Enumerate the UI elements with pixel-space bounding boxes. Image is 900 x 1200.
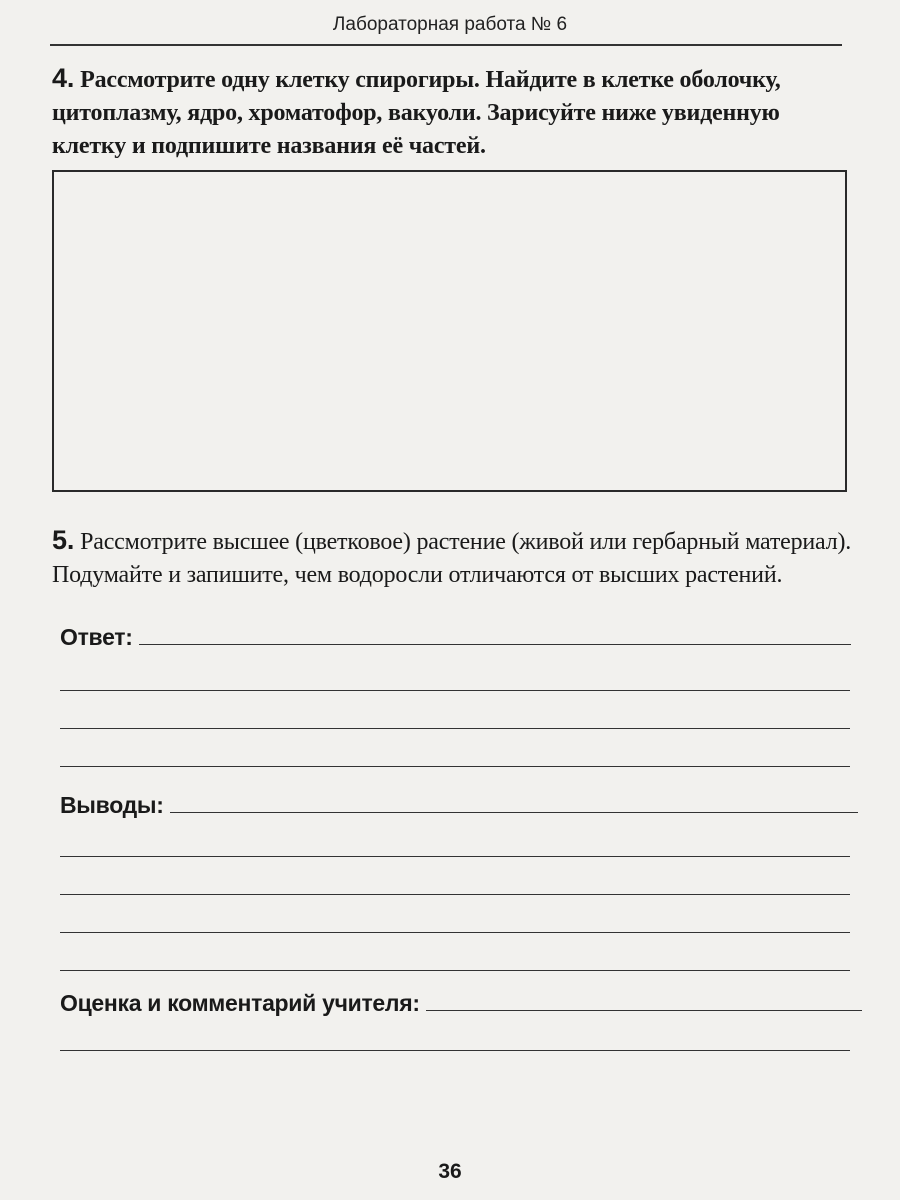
answer-line[interactable] (60, 728, 850, 729)
conclusions-label: Выводы: (60, 792, 164, 818)
drawing-area[interactable] (52, 170, 847, 492)
answer-line[interactable] (139, 643, 851, 645)
teacher-comment-field[interactable] (60, 990, 862, 1017)
page-header-title: Лабораторная работа № 6 (332, 14, 568, 35)
teacher-comment-label: Оценка и комментарий учителя: (60, 990, 420, 1016)
conclusions-line[interactable] (170, 811, 858, 813)
answer-line[interactable] (60, 766, 850, 767)
page-number: 36 (438, 1160, 462, 1183)
conclusions-line[interactable] (60, 932, 850, 933)
task-5-number: 5. (52, 525, 75, 555)
teacher-comment-line[interactable] (426, 1009, 862, 1011)
conclusions-line[interactable] (60, 894, 850, 895)
task-5 (52, 524, 852, 592)
task-4 (52, 62, 852, 163)
task-4-text: Рассмотрите одну клетку спирогиры. Найдите в клетке оболочку, цитоплазму, ядро, хроматофор, вакуоли. Зарисуйте ниже увиденную клетку и подпишите названия её частей. (52, 67, 781, 159)
conclusions-line[interactable] (60, 970, 850, 971)
conclusions-field[interactable] (60, 792, 858, 819)
teacher-comment-line[interactable] (60, 1050, 850, 1051)
header-divider (50, 44, 842, 46)
answer-line[interactable] (60, 690, 850, 691)
task-5-text: Рассмотрите высшее (цветковое) растение (живой или гербарный материал). Подумайте и запишите, чем водоросли отличаются от высших растений. (52, 529, 852, 588)
answer-label: Ответ: (60, 624, 133, 650)
answer-field[interactable] (60, 624, 851, 651)
conclusions-line[interactable] (60, 856, 850, 857)
task-4-number: 4. (52, 63, 75, 93)
